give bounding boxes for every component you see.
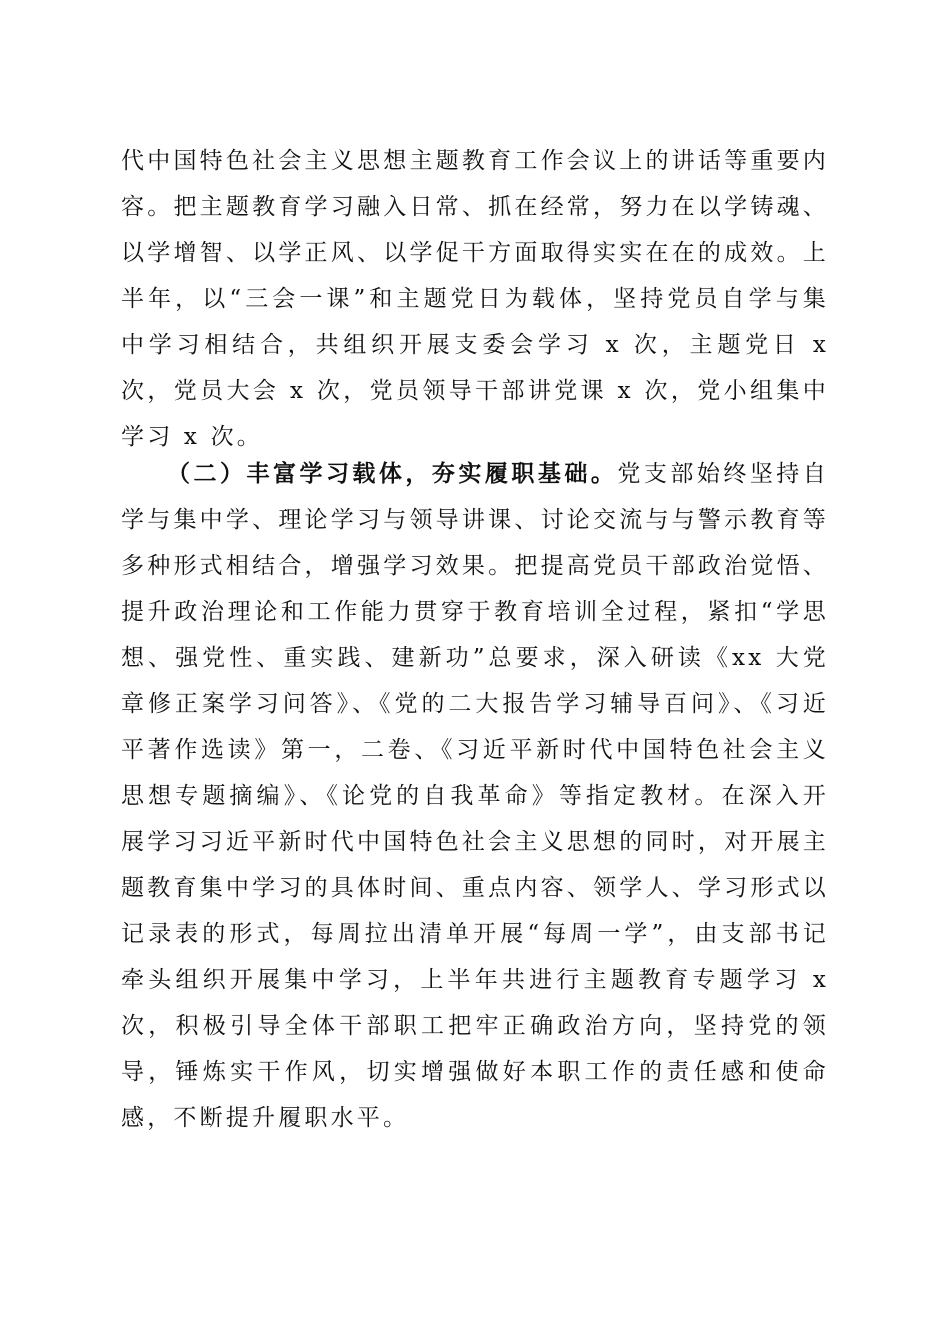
section-body: 党支部始终坚持自学与集中学、理论学习与领导讲课、讨论交流与与警示教育等多种形式相结合，增强学习效果。把提高党员干部政治觉悟、提升政治理论和工作能力贯穿于教育培训全过程，紧扣“学思想、强党性、重实践、建新功”总要求，深入研读《xx 大党章修正案学习问答》、《党的二大报告学习辅导百问》、《习近平著作选读》第一，二卷、《习近平新时代中国特色社会主义思想专题摘编》、《论党的自我革命》等指定教材。在深入开展学习习近平新时代中国特色社会主义思想的同时，对开展主题教育集中学习的具体时间、重点内容、领学人、学习形式以记录表的形式，每周拉出清单开展“每周一学”，由支部书记牵头组织开展集中学习，上半年共进行主题教育专题学习 x 次，积极引导全体干部职工把牢正确政治方向，坚持党的领导，锤炼实干作风，切实增强做好本职工作的责任感和使命感，不断提升履职水平。 xyxy=(121,461,829,1131)
section-heading: （二）丰富学习载体，夯实履职基础。 xyxy=(167,460,618,487)
paragraph-section-2 xyxy=(121,451,829,1141)
paragraph-continued: 代中国特色社会主义思想主题教育工作会议上的讲话等重要内容。把主题教育学习融入日常、抓在经常，努力在以学铸魂、以学增智、以学正风、以学促干方面取得实实在在的成效。上半年，以“三会一课”和主题党日为载体，坚持党员自学与集中学习相结合，共组织开展支委会学习 x 次，主题党日 x 次，党员大会 x 次，党员领导干部讲党课 x 次，党小组集中学习 x 次。 xyxy=(121,148,829,450)
